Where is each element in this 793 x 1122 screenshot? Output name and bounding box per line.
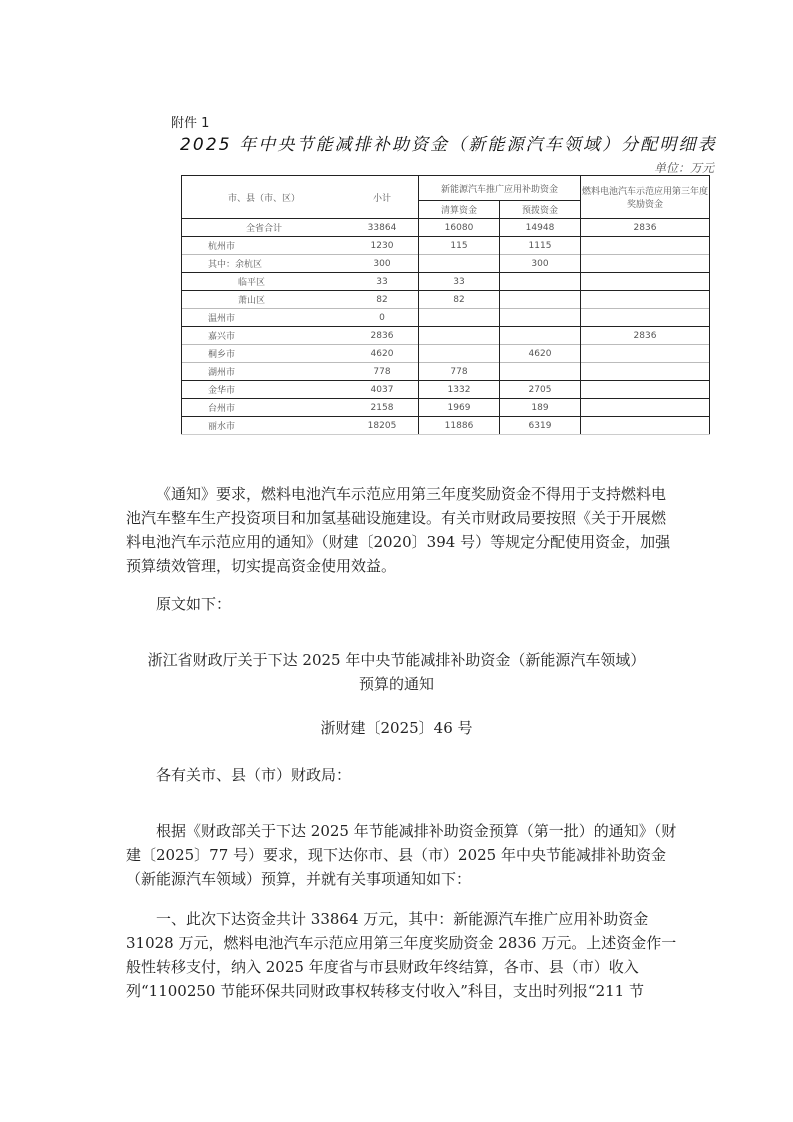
table-row — [182, 255, 710, 273]
cell-fuel-cell — [581, 273, 710, 291]
table-row — [182, 309, 710, 327]
cell-prepaid: 6319 — [500, 417, 581, 435]
doc-title-line1: 浙江省财政厅关于下达 2025 年中央节能减排补助资金（新能源汽车领域） — [147, 651, 646, 669]
allocation-table — [181, 175, 710, 435]
cell-subtotal: 2158 — [346, 399, 419, 417]
table-row — [182, 399, 710, 417]
cell-region: 台州市 — [182, 399, 347, 417]
cell-fuel-cell — [581, 255, 710, 273]
cell-prepaid: 2705 — [500, 381, 581, 399]
attachment-label: 附件 1 — [171, 116, 210, 131]
cell-subtotal: 778 — [346, 363, 419, 381]
cell-clearing — [419, 255, 500, 273]
cell-region: 金华市 — [182, 381, 347, 399]
cell-prepaid: 14948 — [500, 219, 581, 237]
cell-fuel-cell — [581, 399, 710, 417]
cell-clearing: 1332 — [419, 381, 500, 399]
cell-clearing — [419, 345, 500, 363]
cell-fuel-cell — [581, 363, 710, 381]
cell-region: 嘉兴市 — [182, 327, 347, 345]
header-prepaid: 预拨资金 — [500, 201, 581, 219]
cell-region: 杭州市 — [182, 237, 347, 255]
cell-fuel-cell — [581, 381, 710, 399]
cell-region: 萧山区 — [182, 291, 347, 309]
cell-region: 全省合计 — [182, 219, 347, 237]
doc-number: 浙财建〔2025〕46 号 — [320, 719, 473, 737]
cell-subtotal: 33864 — [346, 219, 419, 237]
cell-fuel-cell — [581, 345, 710, 363]
cell-fuel-cell — [581, 309, 710, 327]
cell-prepaid — [500, 273, 581, 291]
cell-fuel-cell — [581, 237, 710, 255]
cell-region: 湖州市 — [182, 363, 347, 381]
cell-subtotal: 4620 — [346, 345, 419, 363]
cell-region: 临平区 — [182, 273, 347, 291]
cell-prepaid: 189 — [500, 399, 581, 417]
unit-label: 单位：万元 — [654, 161, 715, 175]
cell-clearing: 1969 — [419, 399, 500, 417]
cell-prepaid — [500, 309, 581, 327]
table-row — [182, 417, 710, 435]
cell-prepaid — [500, 363, 581, 381]
cell-region: 温州市 — [182, 309, 347, 327]
cell-clearing: 11886 — [419, 417, 500, 435]
addressee: 各有关市、县（市）财政局： — [156, 766, 352, 784]
table-row — [182, 363, 710, 381]
cell-subtotal: 300 — [346, 255, 419, 273]
cell-region: 其中：余杭区 — [182, 255, 347, 273]
cell-prepaid: 4620 — [500, 345, 581, 363]
header-region: 市、县（市、区） — [182, 176, 347, 219]
cell-prepaid: 300 — [500, 255, 581, 273]
cell-fuel-cell: 2836 — [581, 327, 710, 345]
table-row — [182, 237, 710, 255]
cell-subtotal: 33 — [346, 273, 419, 291]
cell-fuel-cell — [581, 291, 710, 309]
cell-clearing: 33 — [419, 273, 500, 291]
cell-subtotal: 82 — [346, 291, 419, 309]
paragraph-basis: 根据《财政部关于下达 2025 年节能减排补助资金预算（第一批）的通知》（财建〔2025〕77 号）要求，现下达你市、县（市）2025 年中央节能减排补助资金（新能源汽车领域）预算，并就有关事项通知如下： — [126, 822, 677, 888]
cell-clearing: 16080 — [419, 219, 500, 237]
cell-subtotal: 2836 — [346, 327, 419, 345]
table-row — [182, 327, 710, 345]
cell-clearing: 82 — [419, 291, 500, 309]
doc-title-line2: 预算的通知 — [358, 675, 434, 693]
cell-subtotal: 0 — [346, 309, 419, 327]
cell-region: 桐乡市 — [182, 345, 347, 363]
cell-fuel-cell: 2836 — [581, 219, 710, 237]
header-nev-group: 新能源汽车推广应用补助资金 — [419, 176, 581, 201]
cell-clearing: 778 — [419, 363, 500, 381]
cell-subtotal: 18205 — [346, 417, 419, 435]
paragraph-original-text: 原文如下： — [156, 595, 232, 613]
table-row — [182, 381, 710, 399]
table-row — [182, 345, 710, 363]
header-clearing: 清算资金 — [419, 201, 500, 219]
cell-prepaid: 1115 — [500, 237, 581, 255]
cell-clearing — [419, 309, 500, 327]
cell-clearing — [419, 327, 500, 345]
paragraph-requirements: 《通知》要求，燃料电池汽车示范应用第三年度奖励资金不得用于支持燃料电池汽车整车生产投资项目和加氢基础设施建设。有关市财政局要按照《关于开展燃料电池汽车示范应用的通知》（财建〔2020〕394 号）等规定分配使用资金，加强预算绩效管理，切实提高资金使用效益。 — [126, 485, 671, 575]
cell-subtotal: 1230 — [346, 237, 419, 255]
table-row — [182, 291, 710, 309]
cell-prepaid — [500, 291, 581, 309]
cell-prepaid — [500, 327, 581, 345]
paragraph-item-one: 一、此次下达资金共计 33864 万元，其中：新能源汽车推广应用补助资金 31028 万元，燃料电池汽车示范应用第三年度奖励资金 2836 万元。上述资金作一般性转移支付，纳入 2025 年度省与市县财政年终结算，各市、县（市）收入列“1100250 节能环保共同财政事权转移支付收入”科目，支出时列报“211 节 — [126, 910, 677, 1000]
header-fuel-cell: 燃料电池汽车示范应用第三年度奖励资金 — [581, 176, 710, 219]
table-row — [182, 219, 710, 237]
cell-subtotal: 4037 — [346, 381, 419, 399]
cell-clearing: 115 — [419, 237, 500, 255]
cell-fuel-cell — [581, 417, 710, 435]
table-title: 2025 年中央节能减排补助资金（新能源汽车领域）分配明细表 — [180, 135, 717, 155]
header-subtotal: 小计 — [346, 176, 419, 219]
table-row — [182, 273, 710, 291]
cell-region: 丽水市 — [182, 417, 347, 435]
